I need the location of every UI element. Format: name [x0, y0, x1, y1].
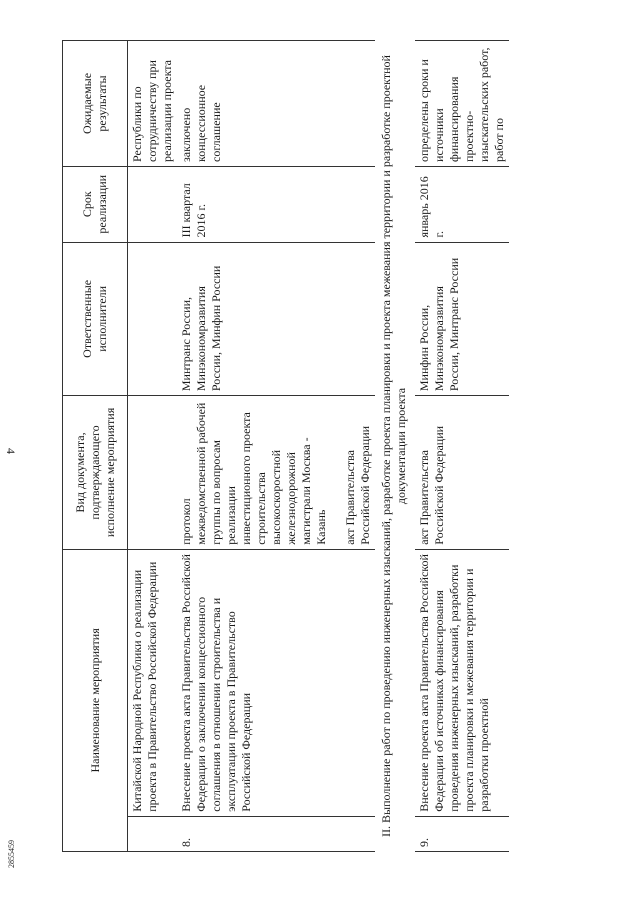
row-term: III квартал 2016 г.: [177, 166, 375, 242]
row-document: [128, 396, 178, 550]
row-results: Республики по сотрудничеству при реализации проекта: [128, 41, 178, 167]
row-executors: Минфин России, Минэкономразвития России, Минтранс России: [415, 242, 509, 396]
row-document-act: акт Правительства Российской Федерации: [343, 425, 372, 545]
header-executors: Ответственные исполнители: [63, 242, 128, 396]
row-term: [128, 166, 178, 242]
row-executors: [128, 242, 178, 396]
row-executors: Минтранс России, Минэкономразвития России, Минфин России: [177, 242, 375, 396]
row-document: акт Правительства Российской Федерации: [415, 396, 509, 550]
table-row: [128, 41, 178, 852]
row-document: протокол межведомственной рабочей группы по вопросам реализации инвестиционного проекта строительства высокоскоростной железнодорожной магистрали Москва - Казань: [179, 402, 328, 545]
header-name: Наименование мероприятия: [63, 549, 128, 851]
section-title: II. Выполнение работ по проведению инженерных изысканий, разработке проекта планировки и проекта межевания территории и разработке проектной документации проекта: [379, 55, 408, 837]
header-results: Ожидаемые результаты: [63, 41, 128, 167]
document-id: 2855459: [7, 840, 16, 868]
row-name: Китайской Народной Республики о реализации проекта в Правительство Российской Федерации: [128, 549, 178, 816]
row-document-cell: [177, 396, 375, 550]
row-number: 9.: [415, 816, 509, 851]
page-number: 4: [4, 448, 18, 454]
row-name: Внесение проекта акта Правительства Российской Федерации о заключении концессионного соглашения в отношении строительства и эксплуатации проекта в Правительство Российской Федерации: [177, 549, 375, 816]
table-row: [415, 41, 509, 852]
row-results: заключено концессионное соглашение: [177, 41, 375, 167]
row-results: определены сроки и источники финансирования проектно-изыскательских работ, работ по: [415, 41, 509, 167]
row-name: Внесение проекта акта Правительства Российской Федерации об источниках финансирования проведения инженерных изысканий, разработки проекта планировки и межевания территории и разработки проектной: [415, 549, 509, 816]
table-header-row: [63, 41, 128, 852]
row-number: 8.: [177, 816, 375, 851]
rotated-table-area: [62, 40, 605, 852]
measures-table: [62, 40, 509, 852]
header-document: Вид документа, подтверждающего исполнение мероприятия: [63, 396, 128, 550]
table-row: [177, 41, 375, 852]
row-number: [128, 816, 178, 851]
header-term: Срок реализации: [63, 166, 128, 242]
row-term: январь 2016 г.: [415, 166, 509, 242]
section-row: [375, 41, 415, 852]
